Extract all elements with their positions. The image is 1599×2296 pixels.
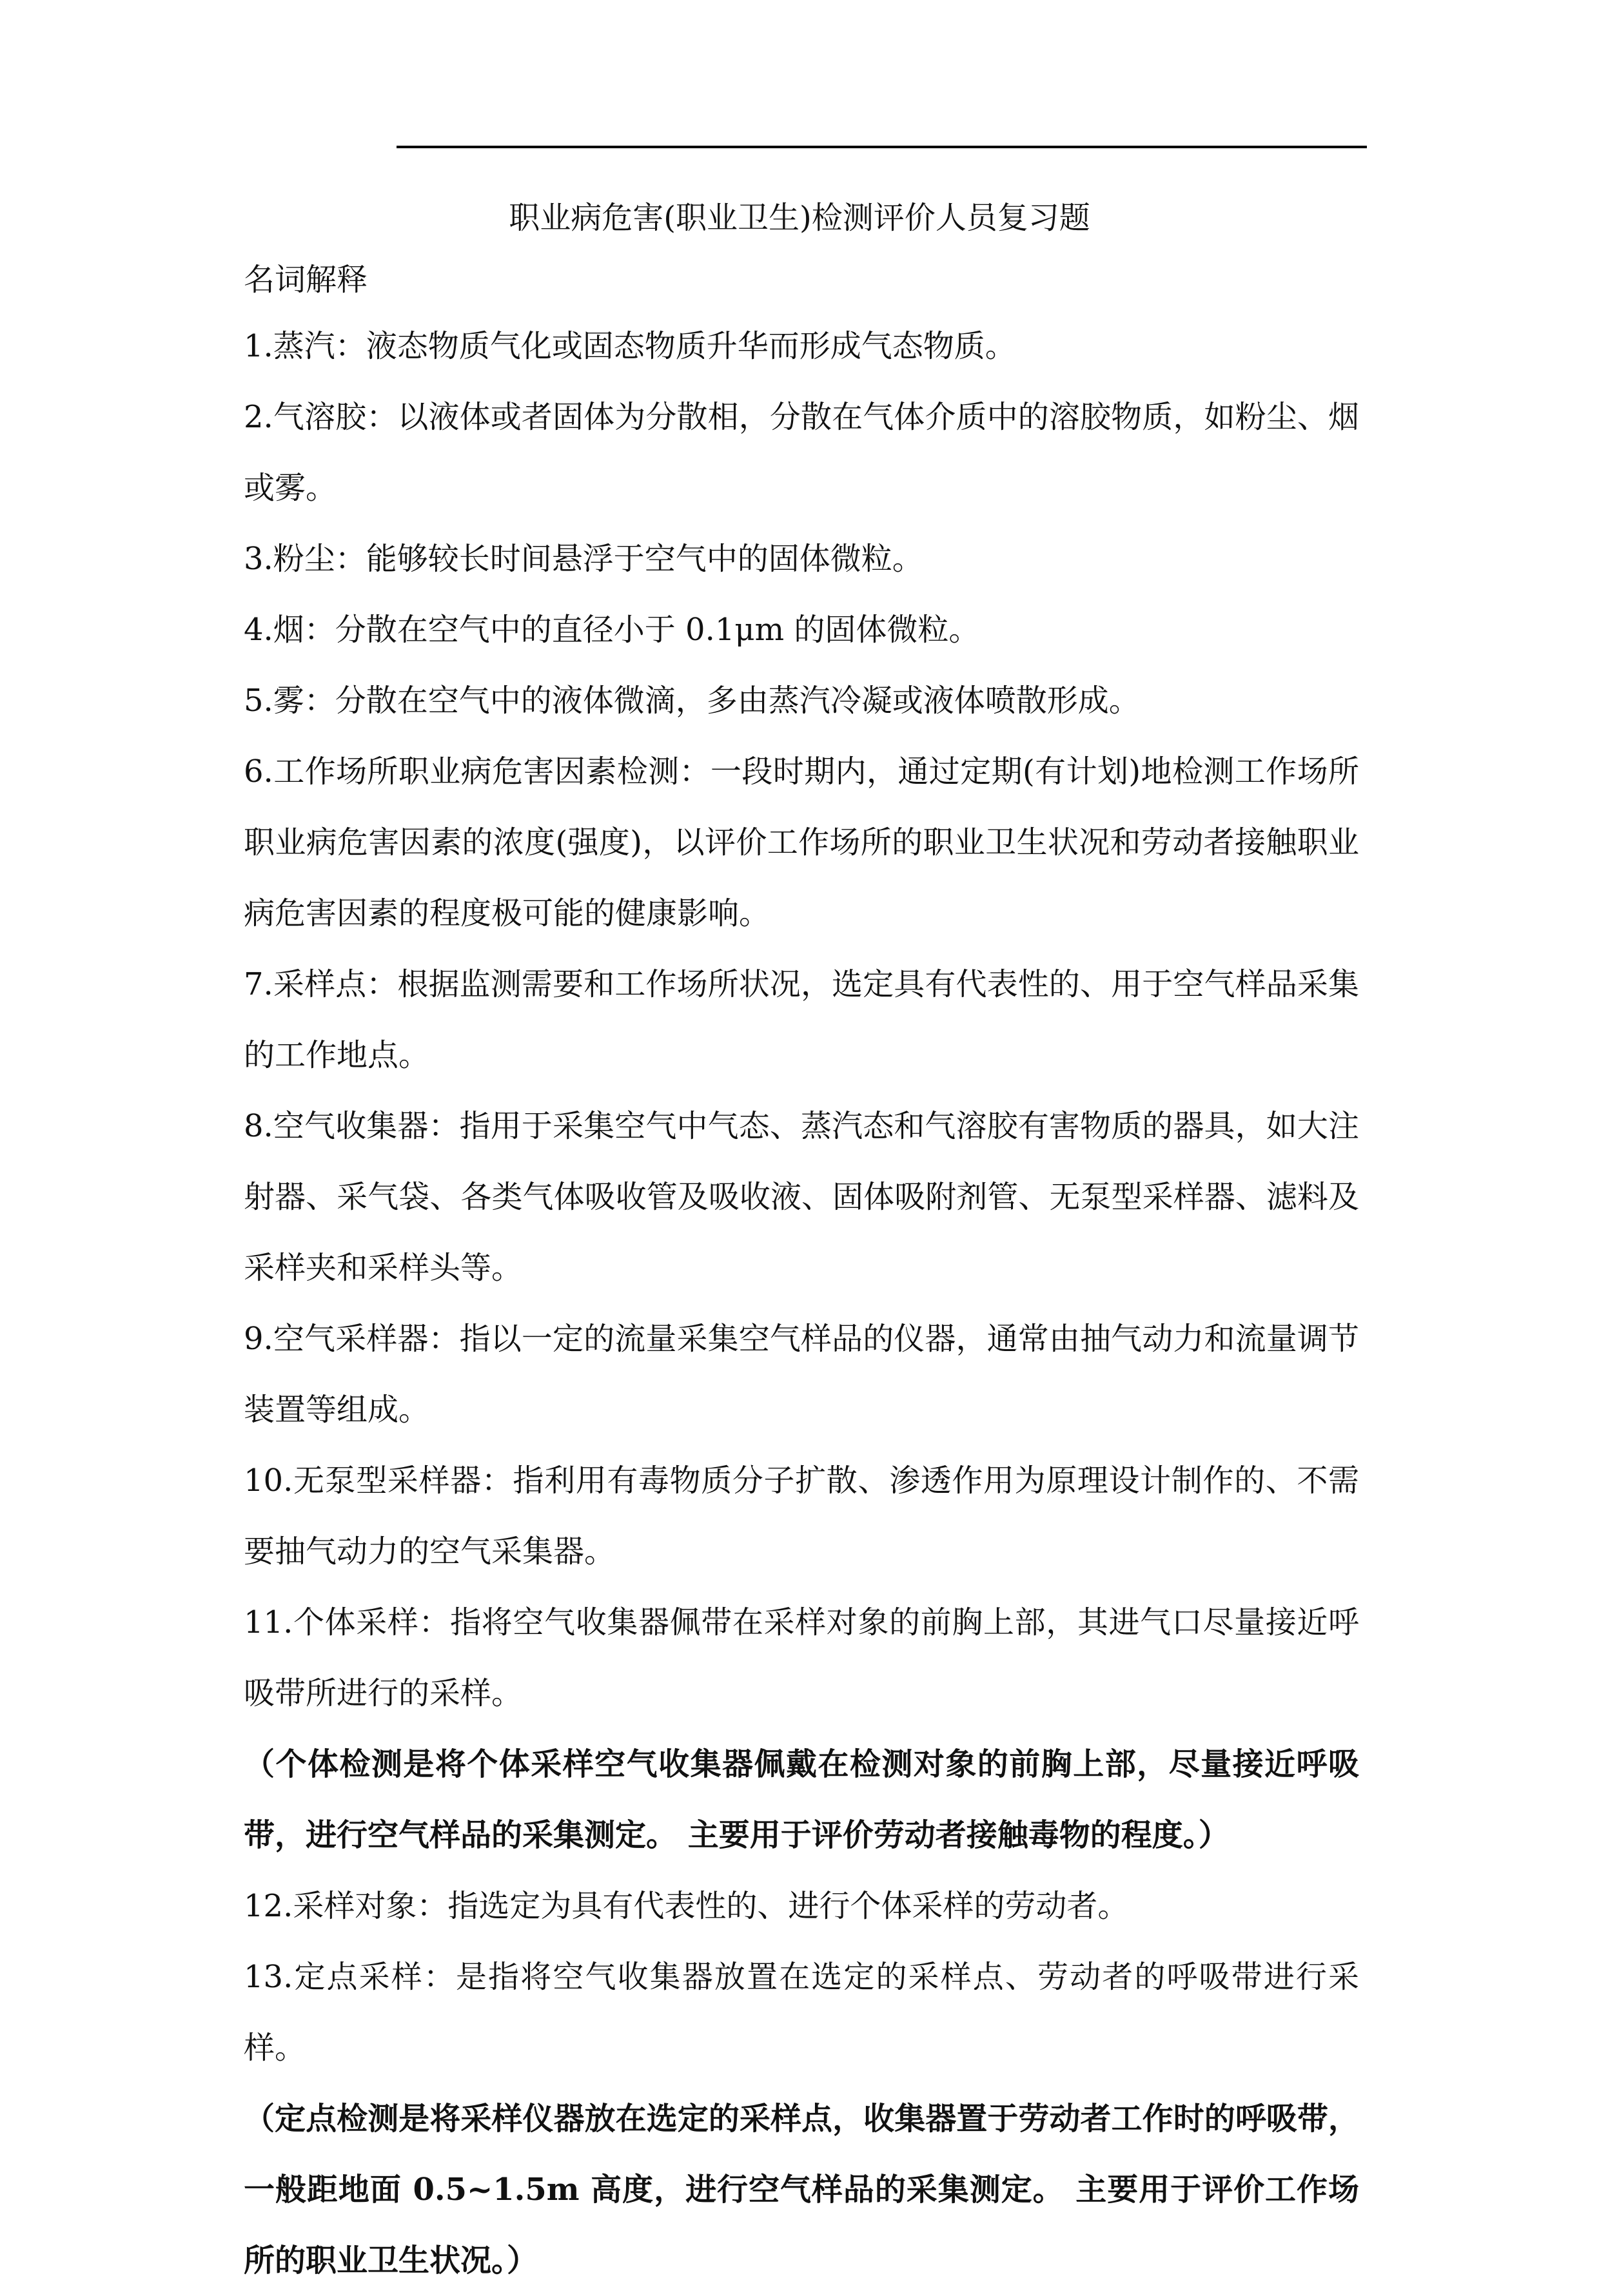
explanatory-note: （定点检测是将采样仪器放在选定的采样点，收集器置于劳动者工作时的呼吸带，一般距地面 0.5~1.5m 高度，进行空气样品的采集测定。 主要用于评价工作场所的职业卫生状况。） [244, 2101, 1359, 2279]
definition-item: 5.雾：分散在空气中的液体微滴，多由蒸汽冷凝或液体喷散形成。 [244, 683, 1140, 719]
document-title: 职业病危害(职业卫生)检测评价人员复习题 [509, 200, 1090, 236]
definition-item: 4.烟：分散在空气中的直径小于 0.1μm 的固体微粒。 [244, 612, 980, 648]
definition-item: 7.采样点：根据监测需要和工作场所状况，选定具有代表性的、用于空气样品采集的工作地点。 [244, 966, 1359, 1073]
definition-item: 1.蒸汽：液态物质气化或固态物质升华而形成气态物质。 [244, 328, 1016, 364]
definition-item: 12.采样对象：指选定为具有代表性的、进行个体采样的劳动者。 [244, 1888, 1129, 1924]
definition-item: 8.空气收集器：指用于采集空气中气态、蒸汽态和气溶胶有害物质的器具，如大注射器、采气袋、各类气体吸收管及吸收液、固体吸附剂管、无泵型采样器、滤料及采样夹和采样头等。 [244, 1108, 1359, 1286]
document-body [244, 249, 1359, 2296]
definition-item: 3.粉尘：能够较长时间悬浮于空气中的固体微粒。 [244, 541, 923, 577]
section-heading: 名词解释 [244, 262, 368, 298]
definition-item: 9.空气采样器：指以一定的流量采集空气样品的仪器，通常由抽气动力和流量调节装置等组成。 [244, 1321, 1359, 1428]
definition-item: 6.工作场所职业病危害因素检测：一段时期内，通过定期(有计划)地检测工作场所职业病危害因素的浓度(强度)，以评价工作场所的职业卫生状况和劳动者接触职业病危害因素的程度极可能的健康影响。 [244, 754, 1359, 931]
definition-item: 10.无泵型采样器：指利用有毒物质分子扩散、渗透作用为原理设计制作的、不需要抽气动力的空气采集器。 [244, 1463, 1359, 1570]
definition-item: 11.个体采样：指将空气收集器佩带在采样对象的前胸上部，其进气口尽量接近呼吸带所进行的采样。 [244, 1604, 1359, 1711]
explanatory-note: （个体检测是将个体采样空气收集器佩戴在检测对象的前胸上部，尽量接近呼吸带，进行空气样品的采集测定。 主要用于评价劳动者接触毒物的程度。） [244, 1746, 1359, 1853]
definition-item: 2.气溶胶：以液体或者固体为分散相，分散在气体介质中的溶胶物质，如粉尘、烟或雾。 [244, 399, 1359, 506]
header-rule [397, 146, 1367, 148]
definition-item: 13.定点采样：是指将空气收集器放置在选定的采样点、劳动者的呼吸带进行采样。 [244, 1959, 1359, 2066]
